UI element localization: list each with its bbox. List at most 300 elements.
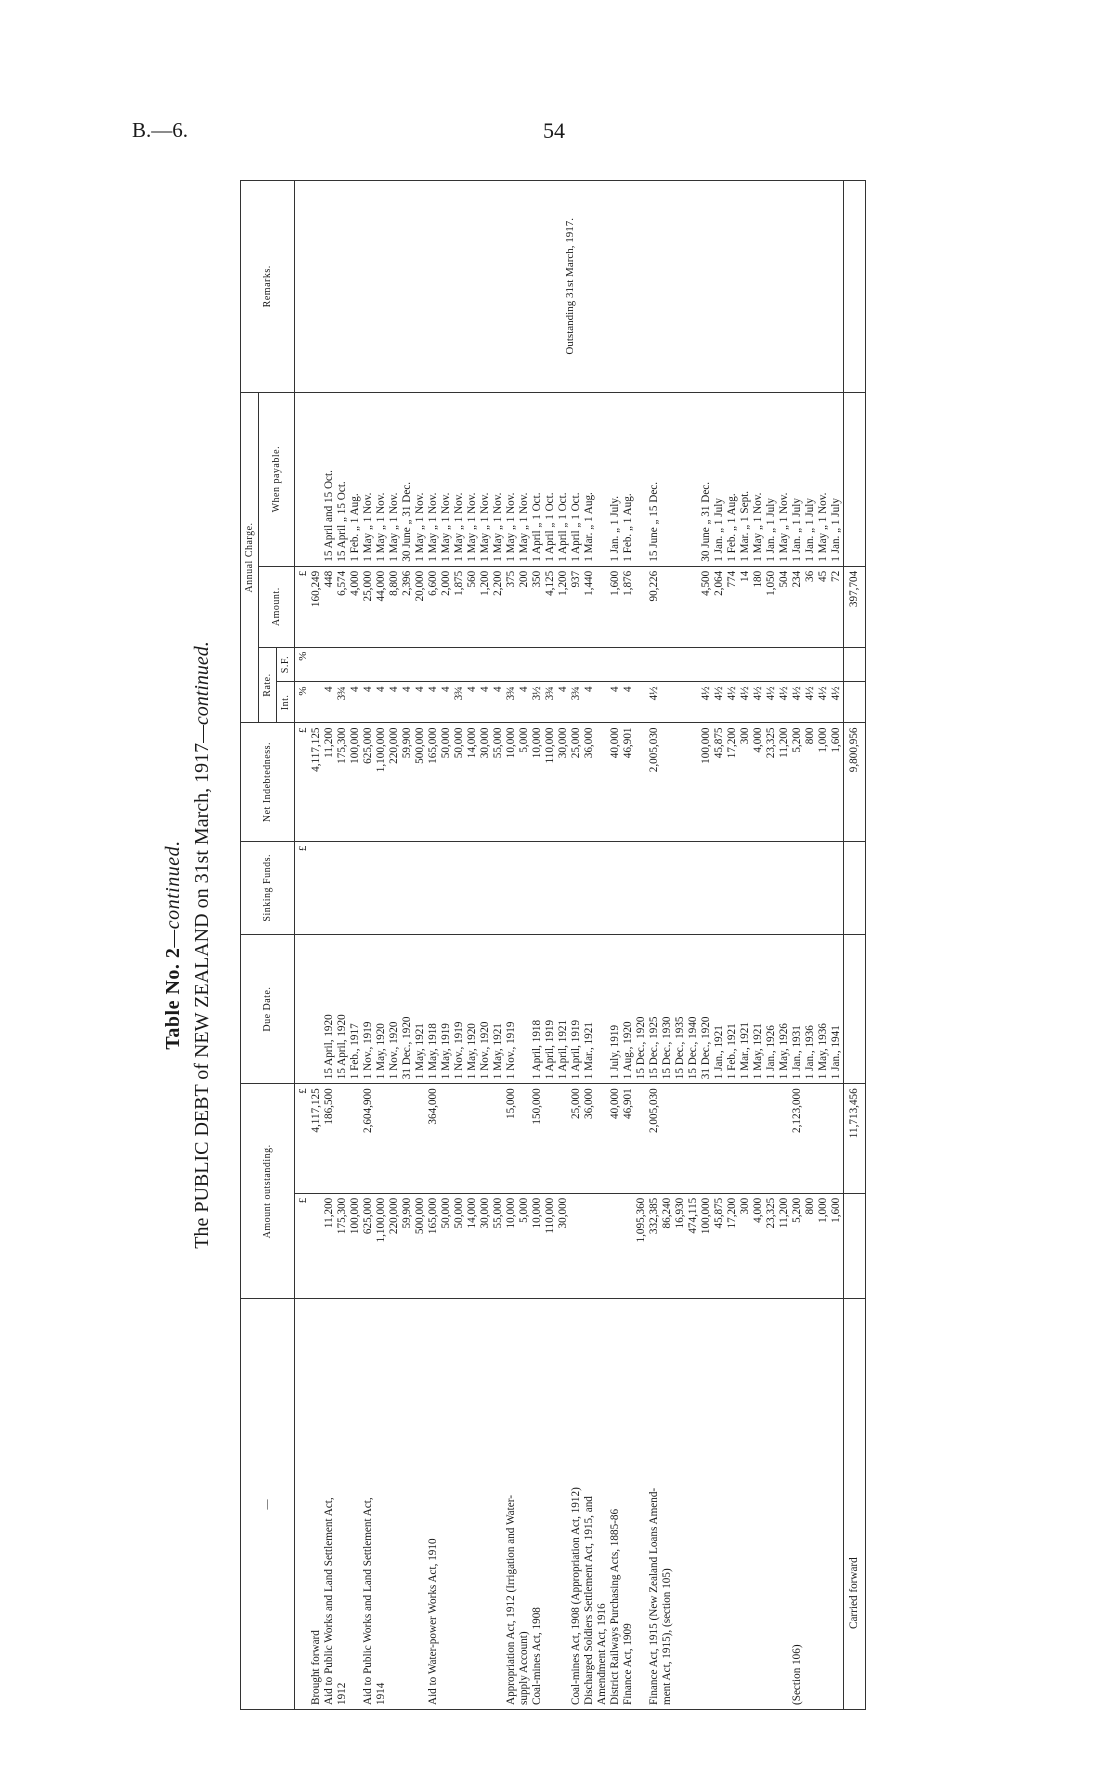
- net-indebtedness-cell: 11,200: [323, 723, 336, 841]
- amount-cell: 10,000: [505, 1193, 518, 1299]
- total-cell: [700, 1084, 713, 1193]
- header-amount-outstanding: Amount outstanding.: [241, 1084, 295, 1299]
- amount-cell: 50,000: [453, 1193, 466, 1299]
- interest-rate-cell: 4½: [726, 682, 739, 723]
- total-cell: [596, 1084, 609, 1193]
- interest-rate-cell: 4: [518, 682, 531, 723]
- sinking-fund-cell: [570, 841, 583, 934]
- debt-table-wrapper: [240, 180, 1010, 1710]
- annual-amount-cell: [687, 566, 700, 647]
- total-cell: [401, 1084, 414, 1193]
- net-indebtedness-cell: 59,900: [401, 723, 414, 841]
- net-indebtedness-cell: 46,901: [622, 723, 635, 841]
- due-date-cell: 31 Dec., 1920: [401, 934, 414, 1083]
- when-payable-cell: 15 April and 15 Oct.: [323, 392, 336, 566]
- annual-amount-cell: 350: [531, 566, 544, 647]
- total-cell: [674, 1084, 687, 1193]
- net-indebtedness-cell: [661, 723, 674, 841]
- header-sf: S.F.: [277, 647, 295, 682]
- total-cell: [661, 1084, 674, 1193]
- when-payable-cell: 1 Jan. „ 1 July: [713, 392, 726, 566]
- description-cell: [492, 1299, 505, 1710]
- net-indebtedness-cell: 220,000: [388, 723, 401, 841]
- annual-amount-cell: 2,000: [440, 566, 453, 647]
- total-cell: [440, 1084, 453, 1193]
- document-reference: B.—6.: [132, 118, 189, 142]
- due-date-cell: 1 Nov., 1919: [362, 934, 375, 1083]
- annual-amount-cell: 45: [817, 566, 830, 647]
- table-row: [440, 181, 453, 1710]
- net-indebtedness-cell: 50,000: [440, 723, 453, 841]
- annual-amount-cell: 200: [518, 566, 531, 647]
- due-date-cell: 1 July, 1919: [609, 934, 622, 1083]
- net-indebtedness-cell: 5,000: [518, 723, 531, 841]
- due-date-cell: [596, 934, 609, 1083]
- sinking-fund-cell: [479, 841, 492, 934]
- total-cell: [466, 1084, 479, 1193]
- table-row: [336, 181, 349, 1710]
- when-payable-cell: 1 May „ 1 Nov.: [427, 392, 440, 566]
- sf-rate-cell: [661, 647, 674, 682]
- when-payable-cell: 1 May „ 1 Nov.: [778, 392, 791, 566]
- total-cell: 25,000: [570, 1084, 583, 1193]
- table-row: [804, 181, 817, 1710]
- sf-rate-cell: [609, 647, 622, 682]
- when-payable-cell: [596, 392, 609, 566]
- annual-amount-cell: 1,876: [622, 566, 635, 647]
- description-cell: Aid to Public Works and Land Settlement Act,: [323, 1299, 336, 1710]
- amount-cell: 5,200: [791, 1193, 804, 1299]
- interest-rate-cell: 4: [583, 682, 596, 723]
- net-indebtedness-cell: 23,325: [765, 723, 778, 841]
- sinking-fund-cell: [674, 841, 687, 934]
- table-row: [427, 181, 440, 1710]
- sf-rate-cell: [817, 647, 830, 682]
- sinking-fund-cell: [804, 841, 817, 934]
- header-sinking-funds: Sinking Funds.: [241, 841, 295, 934]
- table-row: [713, 181, 726, 1710]
- when-payable-cell: 1 Feb. „ 1 Aug.: [622, 392, 635, 566]
- annual-amount-cell: 504: [778, 566, 791, 647]
- description-cell: [752, 1299, 765, 1710]
- interest-rate-cell: 4: [388, 682, 401, 723]
- sf-rate-cell: [349, 647, 362, 682]
- sf-rate-cell: [466, 647, 479, 682]
- description-cell: [804, 1299, 817, 1710]
- sinking-fund-cell: [349, 841, 362, 934]
- sf-rate-cell: [453, 647, 466, 682]
- unit-pound: £: [295, 723, 311, 841]
- when-payable-cell: 1 April „ 1 Oct.: [531, 392, 544, 566]
- table-row: [388, 181, 401, 1710]
- amount-cell: 100,000: [349, 1193, 362, 1299]
- amount-cell: [622, 1193, 635, 1299]
- description-cell: [557, 1299, 570, 1710]
- due-date-cell: 15 Dec., 1930: [661, 934, 674, 1083]
- annual-amount-cell: [635, 566, 648, 647]
- total-cell: 2,123,000: [791, 1084, 804, 1193]
- amount-cell: 110,000: [544, 1193, 557, 1299]
- description-cell: [700, 1299, 713, 1710]
- description-cell: Discharged Soldiers Settlement Act, 1915, and: [583, 1299, 596, 1710]
- sinking-fund-cell: [713, 841, 726, 934]
- interest-rate-cell: 3¾: [336, 682, 349, 723]
- amount-cell: 10,000: [531, 1193, 544, 1299]
- net-indebtedness-cell: 300: [739, 723, 752, 841]
- due-date-cell: 15 Dec., 1935: [674, 934, 687, 1083]
- interest-rate-cell: 4: [401, 682, 414, 723]
- due-date-cell: 1 May, 1919: [440, 934, 453, 1083]
- units-row: [295, 181, 311, 1710]
- interest-rate-cell: 4½: [830, 682, 844, 723]
- net-indebtedness-cell: 1,000: [817, 723, 830, 841]
- when-payable-cell: [661, 392, 674, 566]
- interest-rate-cell: 4: [414, 682, 427, 723]
- unit-pound: £: [295, 1084, 311, 1193]
- due-date-cell: 1 Jan., 1941: [830, 934, 844, 1083]
- total-cell: [375, 1084, 388, 1193]
- when-payable-cell: 1 Jan. „ 1 July: [765, 392, 778, 566]
- due-date-cell: 1 Mar., 1921: [583, 934, 596, 1083]
- amount-cell: [310, 1193, 323, 1299]
- interest-rate-cell: 3¾: [505, 682, 518, 723]
- due-date-cell: 15 Dec., 1920: [635, 934, 648, 1083]
- total-cell: 2,604,900: [362, 1084, 375, 1193]
- due-date-cell: 1 May, 1920: [466, 934, 479, 1083]
- table-row: [609, 181, 622, 1710]
- net-indebtedness-cell: 175,300: [336, 723, 349, 841]
- sf-rate-cell: [557, 647, 570, 682]
- interest-rate-cell: [635, 682, 648, 723]
- sinking-fund-cell: [505, 841, 518, 934]
- when-payable-cell: [687, 392, 700, 566]
- due-date-cell: 1 Jan., 1931: [791, 934, 804, 1083]
- table-number: Table No. 2—continued.: [162, 840, 184, 1050]
- interest-rate-cell: 4: [609, 682, 622, 723]
- total-cell: [557, 1084, 570, 1193]
- sf-rate-cell: [583, 647, 596, 682]
- when-payable-cell: 1 May „ 1 Nov.: [518, 392, 531, 566]
- sf-rate-cell: [700, 647, 713, 682]
- table-row: [687, 181, 700, 1710]
- total-cell: [830, 1084, 844, 1193]
- due-date-cell: 1 May, 1921: [492, 934, 505, 1083]
- description-cell: [674, 1299, 687, 1710]
- when-payable-cell: 1 April „ 1 Oct.: [544, 392, 557, 566]
- table-row: [830, 181, 844, 1710]
- table-row: [505, 181, 518, 1710]
- sinking-fund-cell: [700, 841, 713, 934]
- amount-cell: 175,300: [336, 1193, 349, 1299]
- net-indebtedness-cell: 1,100,000: [375, 723, 388, 841]
- net-indebtedness-cell: 800: [804, 723, 817, 841]
- description-cell: Coal-mines Act, 1908 (Appropriation Act, 1912): [570, 1299, 583, 1710]
- annual-amount-cell: 25,000: [362, 566, 375, 647]
- sinking-fund-cell: [453, 841, 466, 934]
- when-payable-cell: 1 May „ 1 Nov.: [505, 392, 518, 566]
- interest-rate-cell: 4: [427, 682, 440, 723]
- sinking-fund-cell: [635, 841, 648, 934]
- net-indebtedness-cell: [635, 723, 648, 841]
- net-indebtedness-cell: 100,000: [349, 723, 362, 841]
- amount-cell: 11,200: [778, 1193, 791, 1299]
- total-cell: [453, 1084, 466, 1193]
- sinking-fund-cell: [388, 841, 401, 934]
- annual-amount-cell: 20,000: [414, 566, 427, 647]
- interest-rate-cell: [596, 682, 609, 723]
- annual-amount-cell: 36: [804, 566, 817, 647]
- description-cell: [349, 1299, 362, 1710]
- net-indebtedness-cell: 50,000: [453, 723, 466, 841]
- interest-rate-cell: 4: [479, 682, 492, 723]
- interest-rate-cell: 4: [622, 682, 635, 723]
- description-cell: [726, 1299, 739, 1710]
- total-cell: [687, 1084, 700, 1193]
- total-cell: [518, 1084, 531, 1193]
- annual-amount-cell: 1,600: [609, 566, 622, 647]
- sf-rate-cell: [427, 647, 440, 682]
- when-payable-cell: 1 Mar. „ 1 Aug.: [583, 392, 596, 566]
- annual-amount-cell: 44,000: [375, 566, 388, 647]
- amount-cell: 55,000: [492, 1193, 505, 1299]
- description-cell: (Section 106): [791, 1299, 804, 1710]
- sinking-fund-cell: [830, 841, 844, 934]
- due-date-cell: 1 Jan., 1926: [765, 934, 778, 1083]
- amount-cell: [596, 1193, 609, 1299]
- interest-rate-cell: [674, 682, 687, 723]
- description-cell: ment Act, 1915), (section 105): [661, 1299, 674, 1710]
- net-indebtedness-cell: 2,005,030: [648, 723, 661, 841]
- amount-cell: 59,900: [401, 1193, 414, 1299]
- table-row: [557, 181, 570, 1710]
- remarks-cell: Outstanding 31st March, 1917.: [295, 181, 844, 393]
- when-payable-cell: 1 May „ 1 Nov.: [388, 392, 401, 566]
- annual-amount-cell: [596, 566, 609, 647]
- table-row: [401, 181, 414, 1710]
- header-rate: Rate.: [259, 647, 277, 723]
- when-payable-cell: 15 June „ 15 Dec.: [648, 392, 661, 566]
- description-cell: [739, 1299, 752, 1710]
- net-indebtedness-cell: 30,000: [479, 723, 492, 841]
- sinking-fund-cell: [622, 841, 635, 934]
- sinking-fund-cell: [414, 841, 427, 934]
- carried-forward-total: 11,713,456: [844, 1084, 866, 1193]
- table-row: [349, 181, 362, 1710]
- header-annual-charge: Annual Charge.: [241, 392, 259, 723]
- amount-cell: 11,200: [323, 1193, 336, 1299]
- annual-amount-cell: 375: [505, 566, 518, 647]
- interest-rate-cell: 4½: [700, 682, 713, 723]
- net-indebtedness-cell: 45,875: [713, 723, 726, 841]
- table-row: [375, 181, 388, 1710]
- table-row: [466, 181, 479, 1710]
- unit-pound: £: [295, 841, 311, 934]
- net-indebtedness-cell: 4,000: [752, 723, 765, 841]
- description-cell: Aid to Public Works and Land Settlement Act,: [362, 1299, 375, 1710]
- total-cell: [752, 1084, 765, 1193]
- amount-cell: 625,000: [362, 1193, 375, 1299]
- annual-amount-cell: 14: [739, 566, 752, 647]
- description-cell: [466, 1299, 479, 1710]
- description-cell: [765, 1299, 778, 1710]
- table-row: [479, 181, 492, 1710]
- interest-rate-cell: [310, 682, 323, 723]
- table-row: [518, 181, 531, 1710]
- annual-amount-cell: 72: [830, 566, 844, 647]
- total-cell: [713, 1084, 726, 1193]
- net-indebtedness-cell: 14,000: [466, 723, 479, 841]
- table-row: [726, 181, 739, 1710]
- sf-rate-cell: [440, 647, 453, 682]
- description-cell: [414, 1299, 427, 1710]
- sinking-fund-cell: [752, 841, 765, 934]
- net-indebtedness-cell: [674, 723, 687, 841]
- total-cell: [726, 1084, 739, 1193]
- interest-rate-cell: 4: [362, 682, 375, 723]
- when-payable-cell: 1 Jan. „ 1 July: [791, 392, 804, 566]
- amount-cell: 474,115: [687, 1193, 700, 1299]
- sinking-fund-cell: [687, 841, 700, 934]
- net-indebtedness-cell: 36,000: [583, 723, 596, 841]
- due-date-cell: 1 May, 1921: [752, 934, 765, 1083]
- description-cell: supply Account): [518, 1299, 531, 1710]
- description-cell: [544, 1299, 557, 1710]
- due-date-cell: 1 April, 1918: [531, 934, 544, 1083]
- sinking-fund-cell: [596, 841, 609, 934]
- interest-rate-cell: 4½: [778, 682, 791, 723]
- table-row: [635, 181, 648, 1710]
- total-cell: [765, 1084, 778, 1193]
- interest-rate-cell: 4½: [765, 682, 778, 723]
- description-cell: [713, 1299, 726, 1710]
- due-date-cell: 1 May, 1926: [778, 934, 791, 1083]
- annual-amount-cell: 1,875: [453, 566, 466, 647]
- due-date-cell: 15 Dec., 1940: [687, 934, 700, 1083]
- net-indebtedness-cell: 10,000: [531, 723, 544, 841]
- net-indebtedness-cell: 10,000: [505, 723, 518, 841]
- total-cell: [492, 1084, 505, 1193]
- carried-forward-row: [844, 181, 866, 1710]
- annual-amount-cell: 1,440: [583, 566, 596, 647]
- public-debt-table: [240, 180, 866, 1710]
- annual-amount-cell: [674, 566, 687, 647]
- when-payable-cell: 1 May „ 1 Nov.: [479, 392, 492, 566]
- sinking-fund-cell: [791, 841, 804, 934]
- when-payable-cell: 1 Feb. „ 1 Aug.: [726, 392, 739, 566]
- amount-cell: 5,000: [518, 1193, 531, 1299]
- due-date-cell: 1 Jan., 1921: [713, 934, 726, 1083]
- amount-cell: 4,000: [752, 1193, 765, 1299]
- interest-rate-cell: [661, 682, 674, 723]
- table-row: [531, 181, 544, 1710]
- description-cell: Finance Act, 1909: [622, 1299, 635, 1710]
- amount-cell: 50,000: [440, 1193, 453, 1299]
- sf-rate-cell: [401, 647, 414, 682]
- header-when-payable: When payable.: [259, 392, 295, 566]
- table-row: [323, 181, 336, 1710]
- sinking-fund-cell: [427, 841, 440, 934]
- interest-rate-cell: 4½: [791, 682, 804, 723]
- table-row: [765, 181, 778, 1710]
- table-row: [622, 181, 635, 1710]
- table-row: [453, 181, 466, 1710]
- when-payable-cell: 15 April „ 15 Oct.: [336, 392, 349, 566]
- total-cell: 36,000: [583, 1084, 596, 1193]
- description-cell: District Railways Purchasing Acts, 1885-86: [609, 1299, 622, 1710]
- total-cell: [414, 1084, 427, 1193]
- annual-amount-cell: 2,064: [713, 566, 726, 647]
- sf-rate-cell: [713, 647, 726, 682]
- sf-rate-cell: [635, 647, 648, 682]
- table-row: [778, 181, 791, 1710]
- amount-cell: 17,200: [726, 1193, 739, 1299]
- table-row: [596, 181, 609, 1710]
- description-cell: [453, 1299, 466, 1710]
- description-cell: Appropriation Act, 1912 (Irrigation and Water-: [505, 1299, 518, 1710]
- table-row: [570, 181, 583, 1710]
- net-indebtedness-cell: [687, 723, 700, 841]
- sf-rate-cell: [752, 647, 765, 682]
- annual-amount-cell: 937: [570, 566, 583, 647]
- annual-amount-cell: 4,125: [544, 566, 557, 647]
- due-date-cell: 15 April, 1920: [323, 934, 336, 1083]
- net-indebtedness-cell: 55,000: [492, 723, 505, 841]
- amount-cell: 1,100,000: [375, 1193, 388, 1299]
- sinking-fund-cell: [544, 841, 557, 934]
- header-remarks: Remarks.: [241, 181, 295, 393]
- table-row: [492, 181, 505, 1710]
- net-indebtedness-cell: 4,117,125: [310, 723, 323, 841]
- when-payable-cell: 1 May „ 1 Nov.: [440, 392, 453, 566]
- net-indebtedness-cell: 25,000: [570, 723, 583, 841]
- annual-amount-cell: 6,600: [427, 566, 440, 647]
- total-cell: [349, 1084, 362, 1193]
- unit-pct: %: [295, 682, 311, 723]
- annual-amount-cell: 8,800: [388, 566, 401, 647]
- header-int: Int.: [277, 682, 295, 723]
- description-cell: [388, 1299, 401, 1710]
- sf-rate-cell: [674, 647, 687, 682]
- interest-rate-cell: 4: [323, 682, 336, 723]
- header-net-indebtedness: Net Indebtedness.: [241, 723, 295, 841]
- table-row: [700, 181, 713, 1710]
- sf-rate-cell: [648, 647, 661, 682]
- table-body: [295, 181, 844, 1710]
- when-payable-cell: 1 April „ 1 Oct.: [557, 392, 570, 566]
- amount-cell: 500,000: [414, 1193, 427, 1299]
- net-indebtedness-cell: [596, 723, 609, 841]
- sf-rate-cell: [362, 647, 375, 682]
- annual-amount-cell: 1,200: [479, 566, 492, 647]
- when-payable-cell: 1 Jan. „ 1 July.: [609, 392, 622, 566]
- table-row: [817, 181, 830, 1710]
- table-title: The PUBLIC DEBT of NEW ZEALAND on 31st March, 1917—continued.: [191, 641, 213, 1249]
- net-indebtedness-cell: 30,000: [557, 723, 570, 841]
- sf-rate-cell: [791, 647, 804, 682]
- net-indebtedness-cell: 110,000: [544, 723, 557, 841]
- amount-cell: 1,095,360: [635, 1193, 648, 1299]
- amount-cell: 14,000: [466, 1193, 479, 1299]
- net-indebtedness-cell: 100,000: [700, 723, 713, 841]
- amount-cell: 30,000: [479, 1193, 492, 1299]
- interest-rate-cell: 4: [349, 682, 362, 723]
- interest-rate-cell: 3¾: [453, 682, 466, 723]
- when-payable-cell: [674, 392, 687, 566]
- due-date-cell: 15 Dec., 1925: [648, 934, 661, 1083]
- description-cell: Aid to Water-power Works Act, 1910: [427, 1299, 440, 1710]
- due-date-cell: [518, 934, 531, 1083]
- total-cell: 186,500: [323, 1084, 336, 1193]
